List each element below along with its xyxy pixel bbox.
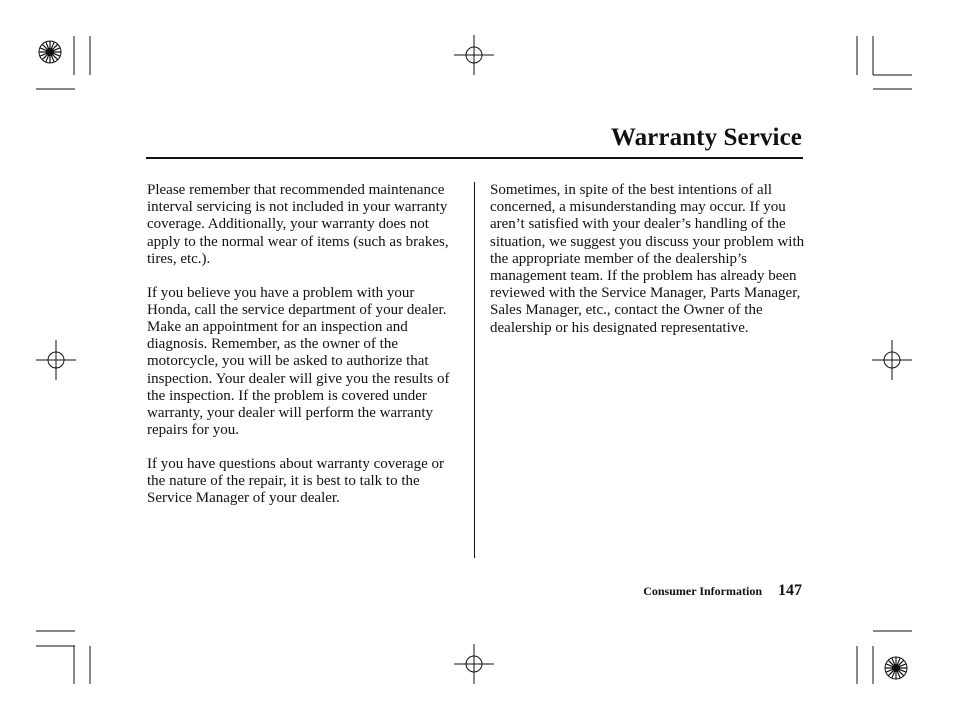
left-column: [147, 182, 457, 524]
starburst-target-top-left: [39, 41, 61, 63]
page-footer: [643, 582, 802, 600]
page-number: 147: [778, 582, 802, 599]
registration-mark-left: [36, 340, 76, 380]
paragraph-misunderstanding: Sometimes, in spite of the best intentions of all concerned, a misunderstanding may occur. If you aren’t satisfied with your dealer’s handling of the situation, we suggest you discuss your problem with the appropriate member of the dealership’s management team. If the problem has already been reviewed with the Service Manager, Parts Manager, Sales Manager, etc., contact the Owner of the dealership or his designated representative.: [490, 182, 805, 336]
paragraph-warranty-exclusions: Please remember that recommended maintenance interval servicing is not included in your warranty coverage. Additionally, your warranty does not apply to the normal wear of items (such as brakes, tires, etc.).: [147, 182, 449, 267]
starburst-target-bottom-right: [885, 657, 907, 679]
registration-mark-right: [872, 340, 912, 380]
right-column: [490, 182, 808, 353]
paragraph-service-department: If you believe you have a problem with your Honda, call the service department of your dealer. Make an appointment for an inspection and diagnosis. Remember, as the owner of the motorcycle, you will be asked to authorize that inspection. Your dealer will give you the results of the inspection. If the problem is covered under warranty, your dealer will perform the warranty repairs for you.: [147, 284, 450, 439]
registration-mark-top: [454, 35, 494, 75]
registration-mark-bottom: [454, 644, 494, 684]
column-divider: [474, 182, 475, 558]
title-rule: [146, 157, 803, 159]
paragraph-service-manager: If you have questions about warranty coverage or the nature of the repair, it is best to talk to the Service Manager of your dealer.: [147, 455, 444, 507]
page-title: Warranty Service: [610, 124, 802, 151]
footer-section-name: Consumer Information: [643, 584, 762, 598]
